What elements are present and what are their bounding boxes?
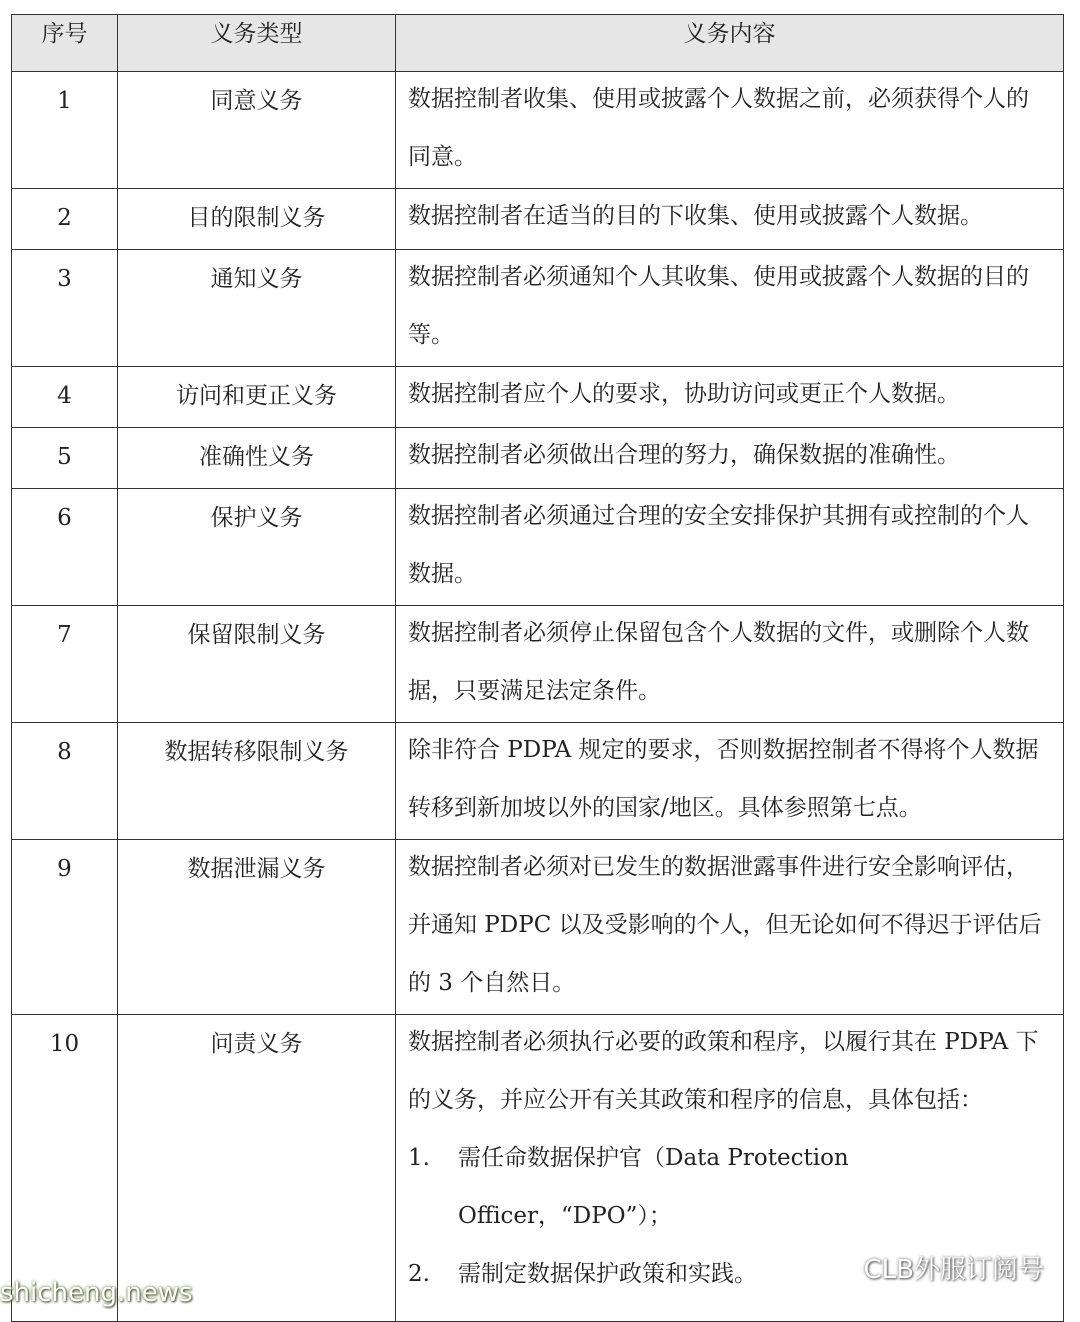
watermark-account	[816, 1249, 1044, 1286]
row-number: 2	[12, 189, 118, 250]
obligation-content	[396, 840, 1064, 1015]
table-row	[12, 606, 1064, 723]
obligation-type: 通知义务	[118, 250, 396, 367]
obligation-type: 数据转移限制义务	[118, 723, 396, 840]
content-text: 除非符合 PDPA 规定的要求，否则数据控制者不得将个人数据转移到新加坡以外的国家/地区。具体参照第七点。	[408, 737, 1039, 821]
row-number: 1	[12, 72, 118, 189]
watermark-site: shicheng.news	[0, 1278, 193, 1308]
obligation-content	[396, 606, 1064, 723]
obligation-type: 准确性义务	[118, 428, 396, 489]
content-text: 数据控制者收集、使用或披露个人数据之前，必须获得个人的同意。	[408, 86, 1029, 170]
row-number: 6	[12, 489, 118, 606]
obligation-content	[396, 72, 1064, 189]
content-text: 数据控制者必须停止保留包含个人数据的文件，或删除个人数据，只要满足法定条件。	[408, 620, 1029, 704]
obligation-content	[396, 723, 1064, 840]
header-type: 义务类型	[118, 15, 396, 72]
content-text: 数据控制者必须做出合理的努力，确保数据的准确性。	[408, 442, 960, 468]
table-row	[12, 189, 1064, 250]
obligation-content	[396, 189, 1064, 250]
obligation-type: 数据泄漏义务	[118, 840, 396, 1015]
row-number: 10	[12, 1015, 118, 1322]
content-text: 数据控制者必须对已发生的数据泄露事件进行安全影响评估，并通知 PDPC 以及受影响的个人，但无论如何不得迟于评估后的 3 个自然日。	[408, 854, 1042, 996]
row-number: 4	[12, 367, 118, 428]
row-number: 5	[12, 428, 118, 489]
obligation-type: 访问和更正义务	[118, 367, 396, 428]
table-row	[12, 723, 1064, 840]
obligation-type: 目的限制义务	[118, 189, 396, 250]
table-row	[12, 367, 1064, 428]
obligation-type: 同意义务	[118, 72, 396, 189]
row-number: 7	[12, 606, 118, 723]
obligation-content	[396, 367, 1064, 428]
table-row	[12, 840, 1064, 1015]
content-text: 数据控制者必须执行必要的政策和程序，以履行其在 PDPA 下的义务，并应公开有关其政策和程序的信息，具体包括：	[408, 1029, 1039, 1113]
table-row	[12, 489, 1064, 606]
obligation-content	[396, 250, 1064, 367]
header-content: 义务内容	[396, 15, 1064, 72]
table-row	[12, 72, 1064, 189]
sub-item-number: 2.	[408, 1261, 430, 1287]
content-text: 数据控制者在适当的目的下收集、使用或披露个人数据。	[408, 203, 983, 229]
row-number: 9	[12, 840, 118, 1015]
sub-item-text: 需制定数据保护政策和实践。	[458, 1261, 757, 1287]
row-number: 8	[12, 723, 118, 840]
content-text: 数据控制者必须通过合理的安全安排保护其拥有或控制的个人数据。	[408, 503, 1029, 587]
table-row	[12, 428, 1064, 489]
content-text: 数据控制者必须通知个人其收集、使用或披露个人数据的目的等。	[408, 264, 1029, 348]
wechat-icon	[816, 1251, 856, 1285]
content-text: 数据控制者应个人的要求，协助访问或更正个人数据。	[408, 381, 960, 407]
sub-item-text: 需任命数据保护官（Data Protection Officer，“DPO”）；	[458, 1145, 849, 1229]
sub-item	[408, 1129, 1051, 1245]
table-header-row	[12, 15, 1064, 72]
row-number: 3	[12, 250, 118, 367]
watermark-account-label: CLB外服订阅号	[863, 1255, 1044, 1285]
obligation-content	[396, 489, 1064, 606]
obligation-type: 问责义务	[118, 1015, 396, 1322]
header-no: 序号	[12, 15, 118, 72]
sub-item-number: 1.	[408, 1145, 430, 1171]
obligations-table	[11, 14, 1064, 1322]
table-row	[12, 250, 1064, 367]
obligation-content	[396, 428, 1064, 489]
obligation-type: 保护义务	[118, 489, 396, 606]
obligation-type: 保留限制义务	[118, 606, 396, 723]
